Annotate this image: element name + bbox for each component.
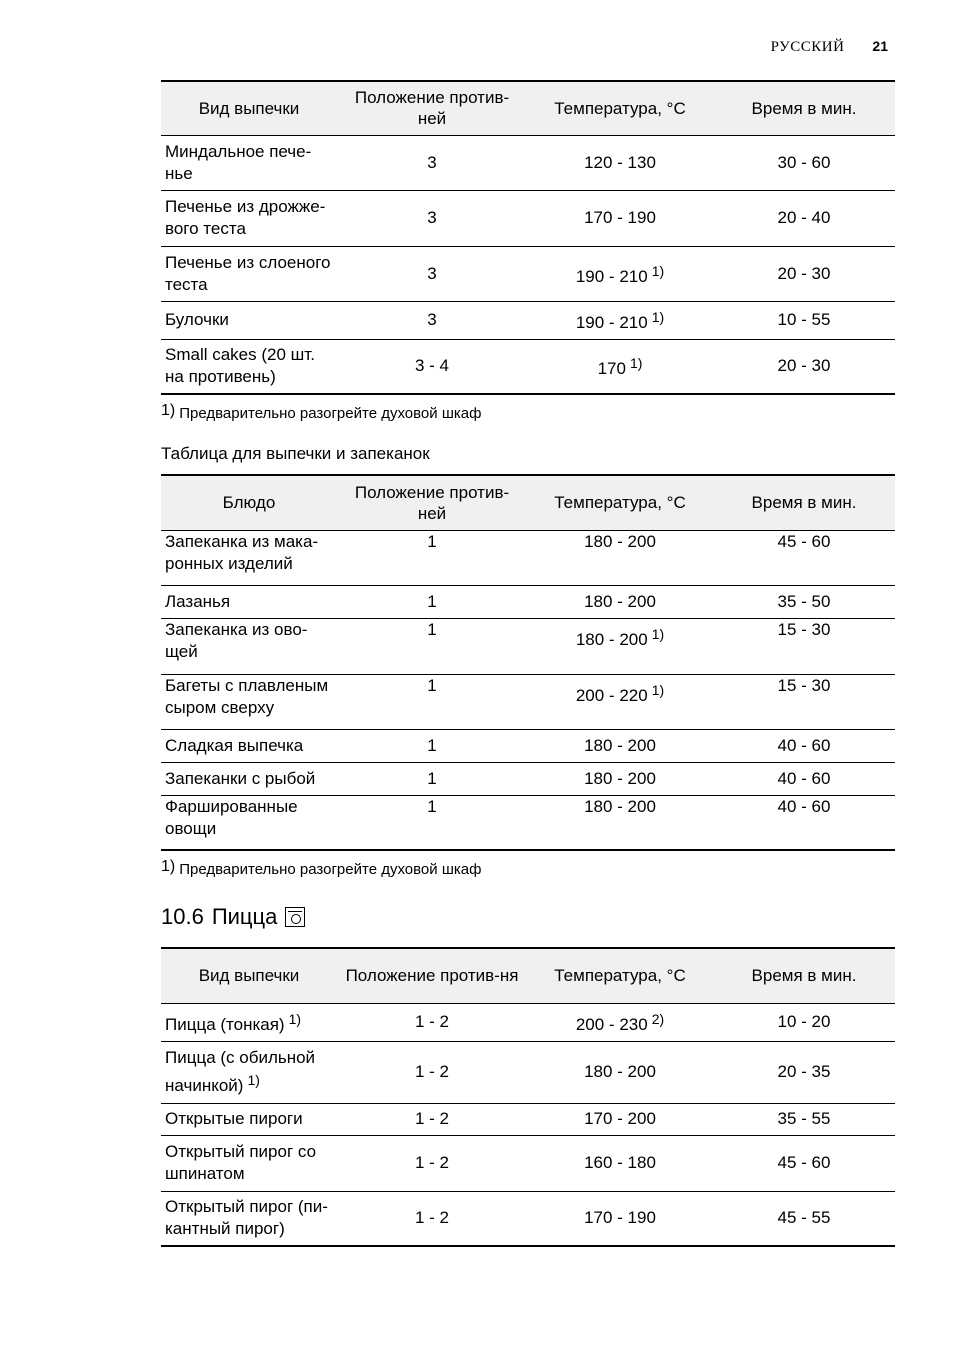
row-temperature: 180 - 200 <box>527 762 713 795</box>
row-time: 45 - 60 <box>713 1135 895 1191</box>
footnote-ref: 1) <box>288 1011 302 1027</box>
row-time: 40 - 60 <box>713 729 895 762</box>
row-temperature: 180 - 200 <box>527 585 713 618</box>
footnote-ref: 1) <box>651 309 665 325</box>
row-name: Открытый пирог со шпинатом <box>161 1135 337 1191</box>
row-position: 1 <box>337 762 527 795</box>
row-name: Открытый пирог (пи-кантный пирог) <box>161 1191 337 1246</box>
row-position: 3 <box>337 246 527 301</box>
table1-footnote: 1) Предварительно разогрейте духовой шкаф <box>161 402 482 422</box>
footnote-ref: 1) <box>247 1072 260 1088</box>
header-temperature: Температура, °C <box>527 475 713 530</box>
header-type: Вид выпечки <box>161 948 337 1003</box>
row-position: 1 - 2 <box>337 1191 527 1246</box>
pizza-table <box>161 947 895 1247</box>
row-name: Small cakes (20 шт. на противень) <box>161 339 337 394</box>
table-row <box>161 135 895 190</box>
row-temperature: 170 $^{1)}$ <box>527 339 713 394</box>
table-row <box>161 246 895 301</box>
row-time: 20 - 30 <box>713 246 895 301</box>
row-time: 45 - 60 <box>713 530 895 585</box>
row-time: 35 - 55 <box>713 1103 895 1135</box>
casserole-table <box>161 474 895 851</box>
page-header <box>771 38 888 56</box>
row-name: Печенье из дрожже-вого теста <box>161 190 337 246</box>
row-position: 3 <box>337 301 527 339</box>
row-position: 1 - 2 <box>337 1041 527 1103</box>
row-position: 3 - 4 <box>337 339 527 394</box>
header-time: Время в мин. <box>713 475 895 530</box>
row-time: 45 - 55 <box>713 1191 895 1246</box>
header-position: Положение против-ней <box>337 475 527 530</box>
row-name: Пицца (тонкая) $^{1)}$ <box>161 1003 337 1041</box>
footnote-ref: 1) <box>651 681 665 698</box>
row-temperature: 180 - 200 <box>527 795 713 850</box>
footnote-ref: 2) <box>651 1011 665 1027</box>
table-row <box>161 729 895 762</box>
row-name: Сладкая выпечка <box>161 729 337 762</box>
row-name: Запеканки с рыбой <box>161 762 337 795</box>
row-name: Булочки <box>161 301 337 339</box>
row-name: Запеканка из мака-ронных изделий <box>161 530 337 585</box>
header-temperature: Температура, °C <box>527 948 713 1003</box>
row-position: 1 <box>337 729 527 762</box>
header-dish: Блюдо <box>161 475 337 530</box>
header-temperature: Температура, °C <box>527 81 713 135</box>
table-row <box>161 1003 895 1041</box>
row-position: 3 <box>337 190 527 246</box>
page-number: 21 <box>872 38 888 54</box>
table-row <box>161 674 895 729</box>
row-time: 40 - 60 <box>713 762 895 795</box>
table2-title: Таблица для выпечки и запеканок <box>161 444 430 463</box>
table-row <box>161 1103 895 1135</box>
row-time: 20 - 35 <box>713 1041 895 1103</box>
row-temperature: 180 - 200 $^{1)}$ <box>527 618 713 674</box>
row-time: 40 - 60 <box>713 795 895 850</box>
language-label: РУССКИЙ <box>770 39 845 55</box>
header-time: Время в мин. <box>713 81 895 135</box>
row-name: Открытые пироги <box>161 1103 337 1135</box>
row-time: 10 - 20 <box>713 1003 895 1041</box>
table-row <box>161 301 895 339</box>
table-row <box>161 530 895 585</box>
table-row <box>161 762 895 795</box>
row-position: 3 <box>337 135 527 190</box>
row-temperature: 120 - 130 <box>527 135 713 190</box>
section-number: 10.6 <box>161 904 204 929</box>
row-time: 35 - 50 <box>713 585 895 618</box>
row-position: 1 <box>337 674 527 729</box>
table-row <box>161 618 895 674</box>
footnote-ref: 1) <box>651 625 665 642</box>
row-temperature: 200 - 220 $^{1)}$ <box>527 674 713 729</box>
row-temperature: 170 - 190 <box>527 1191 713 1246</box>
oven-pizza-icon <box>285 907 305 927</box>
row-name: Запеканка из ово-щей <box>161 618 337 674</box>
header-position: Положение против-ня <box>337 948 527 1003</box>
row-position: 1 <box>337 585 527 618</box>
row-time: 15 - 30 <box>713 618 895 674</box>
row-position: 1 - 2 <box>337 1003 527 1041</box>
row-position: 1 <box>337 795 527 850</box>
row-temperature: 180 - 200 <box>527 729 713 762</box>
row-temperature: 180 - 200 <box>527 530 713 585</box>
row-time: 20 - 40 <box>713 190 895 246</box>
row-position: 1 - 2 <box>337 1135 527 1191</box>
table-row <box>161 1041 895 1103</box>
header-position: Положение против-ней <box>337 81 527 135</box>
cookies-table <box>161 80 895 395</box>
row-temperature: 170 - 200 <box>527 1103 713 1135</box>
header-time: Время в мин. <box>713 948 895 1003</box>
footnote-ref: 1) <box>651 262 665 279</box>
row-name: Пицца (с обильной начинкой) $^{1)}$ <box>161 1041 337 1103</box>
table-row <box>161 190 895 246</box>
row-temperature: 160 - 180 <box>527 1135 713 1191</box>
table-row <box>161 1135 895 1191</box>
section-heading <box>161 904 305 930</box>
row-name: Печенье из слоеного теста <box>161 246 337 301</box>
row-name: Багеты с плавленым сыром сверху <box>161 674 337 729</box>
row-name: Фаршированные овощи <box>161 795 337 850</box>
section-title: Пицца <box>211 904 278 929</box>
row-position: 1 <box>337 530 527 585</box>
table-row <box>161 795 895 850</box>
table-row <box>161 339 895 394</box>
row-position: 1 <box>337 618 527 674</box>
row-temperature: 200 - 230 $^{2)}$ <box>527 1003 713 1041</box>
row-name: Миндальное пече-нье <box>161 135 337 190</box>
footnote-ref: 1) <box>629 355 643 372</box>
table-row <box>161 585 895 618</box>
row-time: 30 - 60 <box>713 135 895 190</box>
row-time: 20 - 30 <box>713 339 895 394</box>
row-temperature: 170 - 190 <box>527 190 713 246</box>
row-temperature: 190 - 210 $^{1)}$ <box>527 246 713 301</box>
row-name: Лазанья <box>161 585 337 618</box>
row-temperature: 190 - 210 $^{1)}$ <box>527 301 713 339</box>
table2-footnote: 1) Предварительно разогрейте духовой шкаф <box>161 858 482 878</box>
row-temperature: 180 - 200 <box>527 1041 713 1103</box>
header-type: Вид выпечки <box>161 81 337 135</box>
row-time: 10 - 55 <box>713 301 895 339</box>
table-row <box>161 1191 895 1246</box>
row-position: 1 - 2 <box>337 1103 527 1135</box>
row-time: 15 - 30 <box>713 674 895 729</box>
